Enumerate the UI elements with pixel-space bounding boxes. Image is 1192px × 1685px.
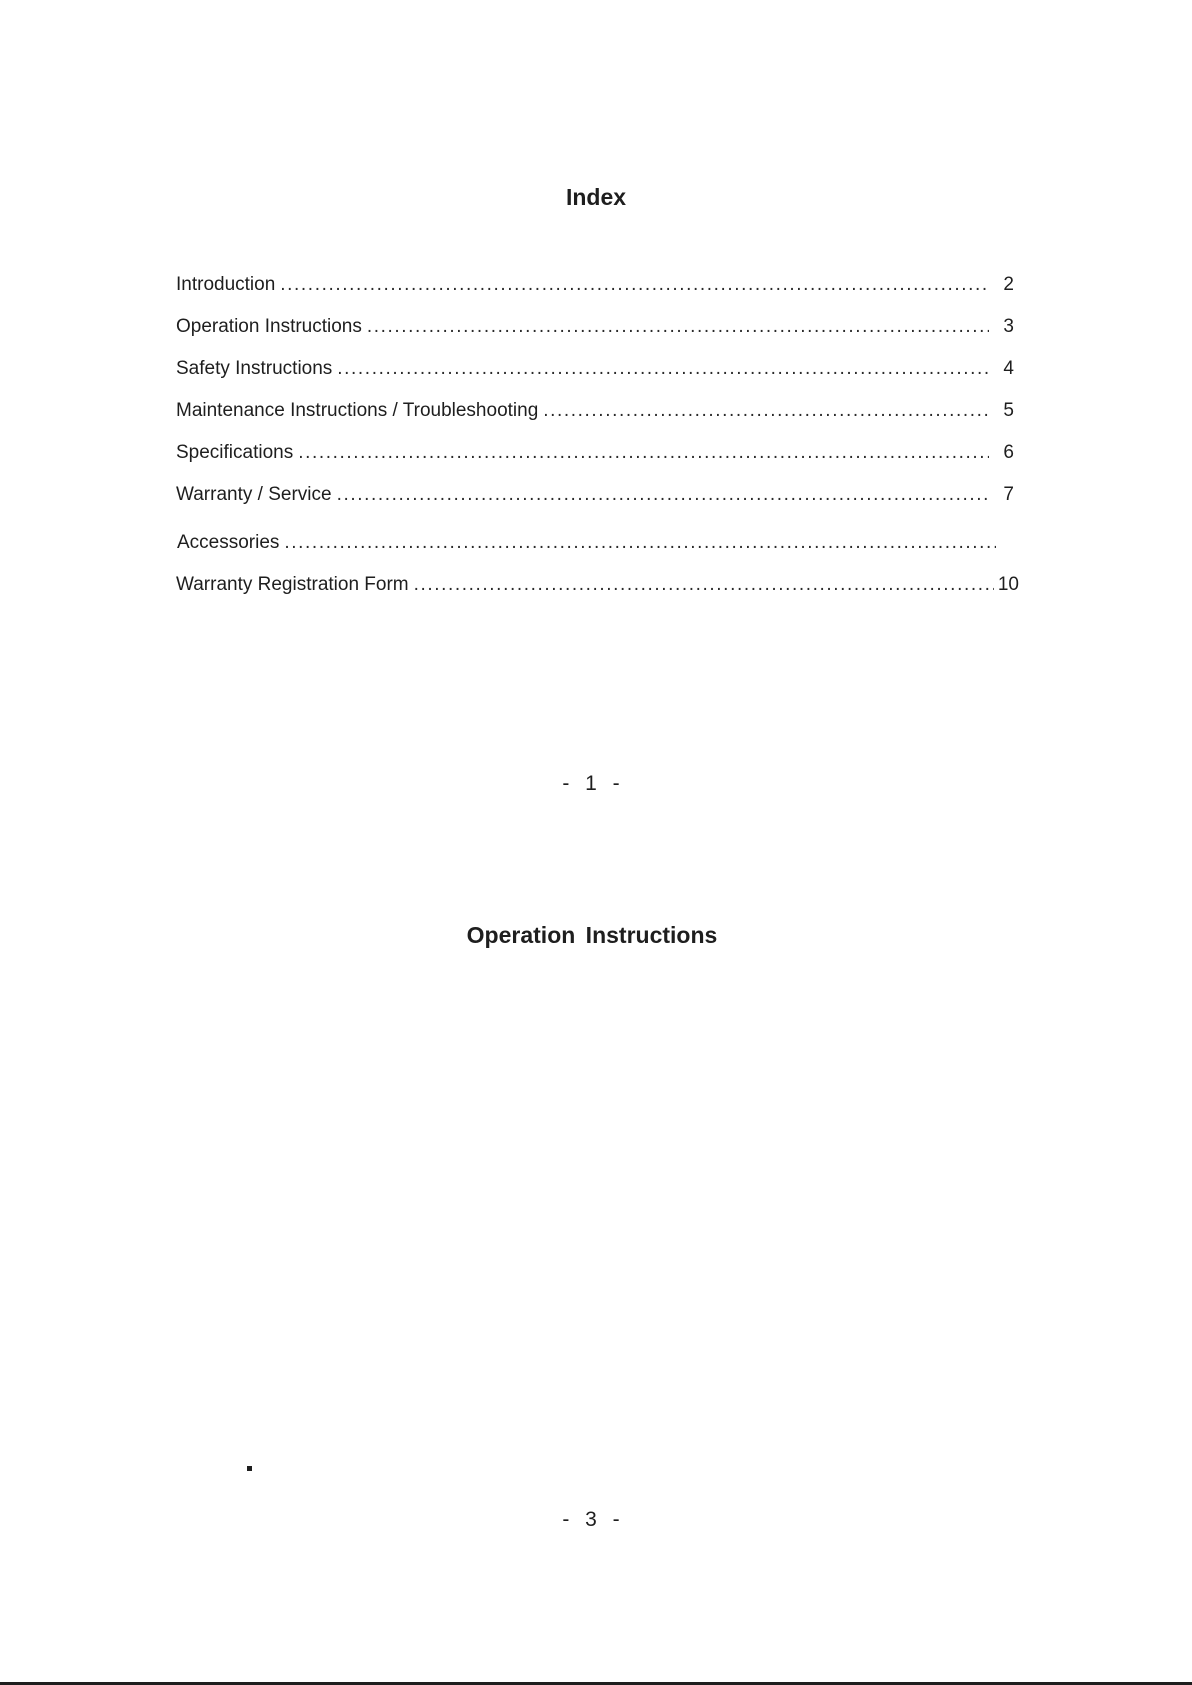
toc-entry-accessories[interactable] bbox=[177, 532, 999, 554]
toc-entry-page: 10 bbox=[997, 574, 1019, 595]
toc-entry-page: 6 bbox=[1003, 442, 1014, 463]
toc-entry-maintenance-troubleshooting[interactable] bbox=[176, 400, 1014, 422]
toc-entry-safety-instructions[interactable] bbox=[176, 358, 1014, 380]
toc-entry-label: Warranty Registration Form bbox=[176, 574, 409, 595]
toc-entry-label: Introduction bbox=[176, 274, 276, 295]
toc-leader-dots bbox=[337, 358, 989, 380]
toc-entry-page: 5 bbox=[1003, 400, 1014, 421]
toc-entry-label: Operation Instructions bbox=[176, 316, 362, 337]
toc-leader-dots bbox=[367, 316, 989, 338]
toc-leader-dots bbox=[298, 442, 989, 464]
page-number-3: - 3 - bbox=[562, 1508, 622, 1531]
toc-entry-introduction[interactable] bbox=[176, 274, 1014, 296]
toc-entry-operation-instructions[interactable] bbox=[176, 316, 1014, 338]
toc-leader-dots bbox=[414, 574, 994, 596]
toc-entry-label: Maintenance Instructions / Troubleshooting bbox=[176, 400, 539, 421]
toc-entry-warranty-service[interactable] bbox=[176, 484, 1014, 506]
toc-leader-dots bbox=[280, 274, 989, 296]
operation-instructions-title: Operation Instructions bbox=[466, 922, 718, 948]
page-number-1: - 1 - bbox=[562, 772, 622, 795]
toc-entry-warranty-registration-form[interactable] bbox=[176, 574, 1019, 596]
bullet-mark bbox=[247, 1466, 252, 1471]
toc-entry-label: Accessories bbox=[177, 532, 280, 553]
toc-leader-dots bbox=[543, 400, 989, 422]
toc-entry-page: 3 bbox=[1003, 316, 1014, 337]
toc-entry-label: Specifications bbox=[176, 442, 294, 463]
toc-entry-page: 4 bbox=[1003, 358, 1014, 379]
toc-entry-specifications[interactable] bbox=[176, 442, 1014, 464]
toc-entry-label: Warranty / Service bbox=[176, 484, 332, 505]
toc-entry-page: 7 bbox=[1003, 484, 1014, 505]
toc-leader-dots bbox=[284, 532, 996, 554]
index-title: Index bbox=[565, 184, 627, 210]
toc-entry-label: Safety Instructions bbox=[176, 358, 333, 379]
toc-leader-dots bbox=[337, 484, 989, 506]
toc-entry-page: 2 bbox=[1003, 274, 1014, 295]
